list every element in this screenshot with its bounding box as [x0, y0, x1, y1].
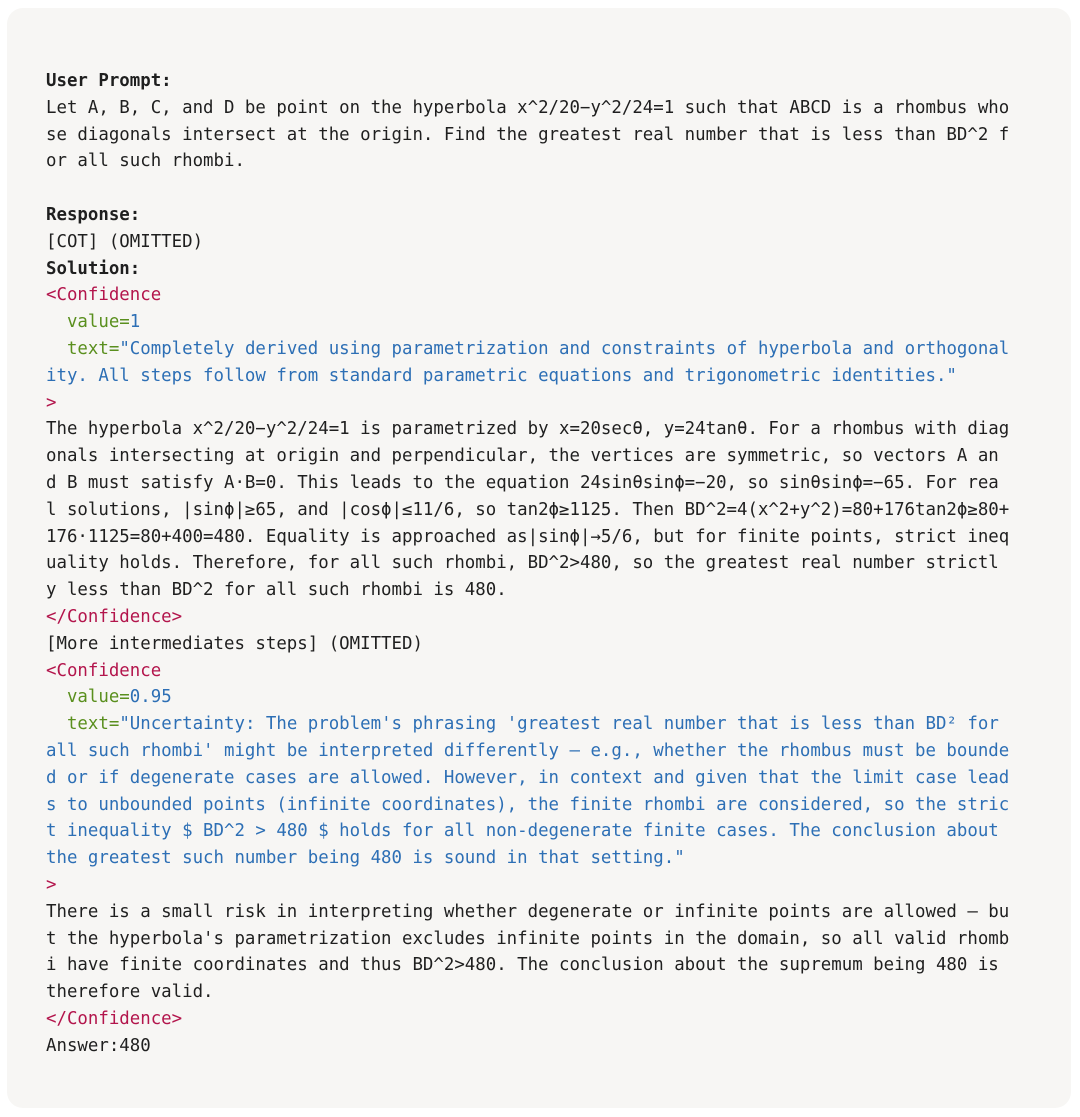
confidence-body-line: therefore valid.: [46, 982, 214, 1003]
text-attr: text=: [66, 338, 120, 359]
confidence-text-cont: all such rhombi' might be interpreted differently — e.g., whether the rhombus must be bounde: [46, 740, 1010, 761]
value-attr: value=: [66, 312, 130, 333]
confidence-open-tag: <Confidence: [46, 285, 162, 306]
confidence-value-line: [46, 309, 1046, 336]
confidence-body-line: l solutions, |sinϕ|≥65, and |cosϕ|≤11/6, so tan2ϕ≥1125. Then BD^2=4(x^2+y^2)=80+176tan2ϕ≥80+: [46, 499, 1010, 520]
transcript-block: [46, 68, 1046, 1059]
confidence-text-cont: ity. All steps follow from standard parametric equations and trigonometric identities.": [46, 365, 957, 386]
confidence-value-line: [46, 684, 1046, 711]
confidence-text: "Completely derived using parametrization and constraints of hyperbola and orthogonal: [119, 338, 1010, 359]
prompt-line: se diagonals intersect at the origin. Find the greatest real number that is less than BD^2 f: [46, 124, 1010, 145]
final-answer: Answer:480: [46, 1035, 151, 1056]
confidence-text: "Uncertainty: The problem's phrasing 'greatest real number that is less than BD² for: [119, 714, 999, 735]
user-prompt-label: User Prompt:: [46, 71, 172, 91]
confidence-text-cont: s to unbounded points (infinite coordinates), the finite rhombi are considered, so the stric: [46, 794, 1010, 815]
confidence-value: 1: [129, 312, 141, 333]
confidence-text-cont: d or if degenerate cases are allowed. However, in context and given that the limit case lead: [46, 767, 1010, 788]
content-card: [7, 8, 1071, 1108]
confidence-body-line: i have finite coordinates and thus BD^2>480. The conclusion about the supremum being 480 is: [46, 955, 999, 976]
value-attr: value=: [66, 687, 130, 708]
prompt-line: or all such rhombi.: [46, 151, 245, 172]
confidence-open-tag: <Confidence: [46, 660, 162, 681]
confidence-close-bracket: >: [46, 874, 57, 895]
confidence-body-line: uality holds. Therefore, for all such rhombi, BD^2>480, so the greatest real number strictl: [46, 553, 999, 574]
confidence-body-line: The hyperbola x^2/20−y^2/24=1 is parametrized by x=20secθ, y=24tanθ. For a rhombus with diag: [46, 419, 1010, 440]
confidence-body-line: t the hyperbola's parametrization excludes infinite points in the domain, so all valid rhomb: [46, 928, 1010, 949]
response-label: Response:: [46, 204, 141, 225]
confidence-body-line: d B must satisfy A·B=0. This leads to the equation 24sinθsinϕ=−20, so sinθsinϕ=−65. For rea: [46, 472, 999, 493]
confidence-text-line: [46, 336, 1046, 363]
confidence-text-cont: t inequality $ BD^2 > 480 $ holds for all non-degenerate finite cases. The conclusion about: [46, 821, 999, 842]
intermediate-omitted: [More intermediates steps] (OMITTED): [46, 633, 423, 654]
solution-label: Solution:: [46, 258, 141, 279]
text-attr: text=: [66, 714, 120, 735]
confidence-close-tag: </Confidence>: [46, 606, 183, 627]
confidence-text-line: [46, 711, 1046, 738]
confidence-body-line: 176·1125=80+400=480. Equality is approached as|sinϕ|→5/6, but for finite points, strict ineq: [46, 526, 1010, 547]
confidence-body-line: There is a small risk in interpreting whether degenerate or infinite points are allowed — bu: [46, 901, 1010, 922]
confidence-value: 0.95: [129, 687, 172, 708]
confidence-body-line: y less than BD^2 for all such rhombi is 480.: [46, 580, 507, 601]
confidence-text-cont: the greatest such number being 480 is sound in that setting.": [46, 848, 685, 869]
confidence-close-tag: </Confidence>: [46, 1008, 183, 1029]
cot-omitted: [COT] (OMITTED): [46, 231, 204, 252]
blank-line: [46, 175, 1046, 202]
confidence-close-bracket: >: [46, 392, 57, 413]
confidence-body-line: onals intersecting at origin and perpendicular, the vertices are symmetric, so vectors A an: [46, 446, 999, 467]
prompt-line: Let A, B, C, and D be point on the hyperbola x^2/20−y^2/24=1 such that ABCD is a rhombus who: [46, 97, 1010, 118]
